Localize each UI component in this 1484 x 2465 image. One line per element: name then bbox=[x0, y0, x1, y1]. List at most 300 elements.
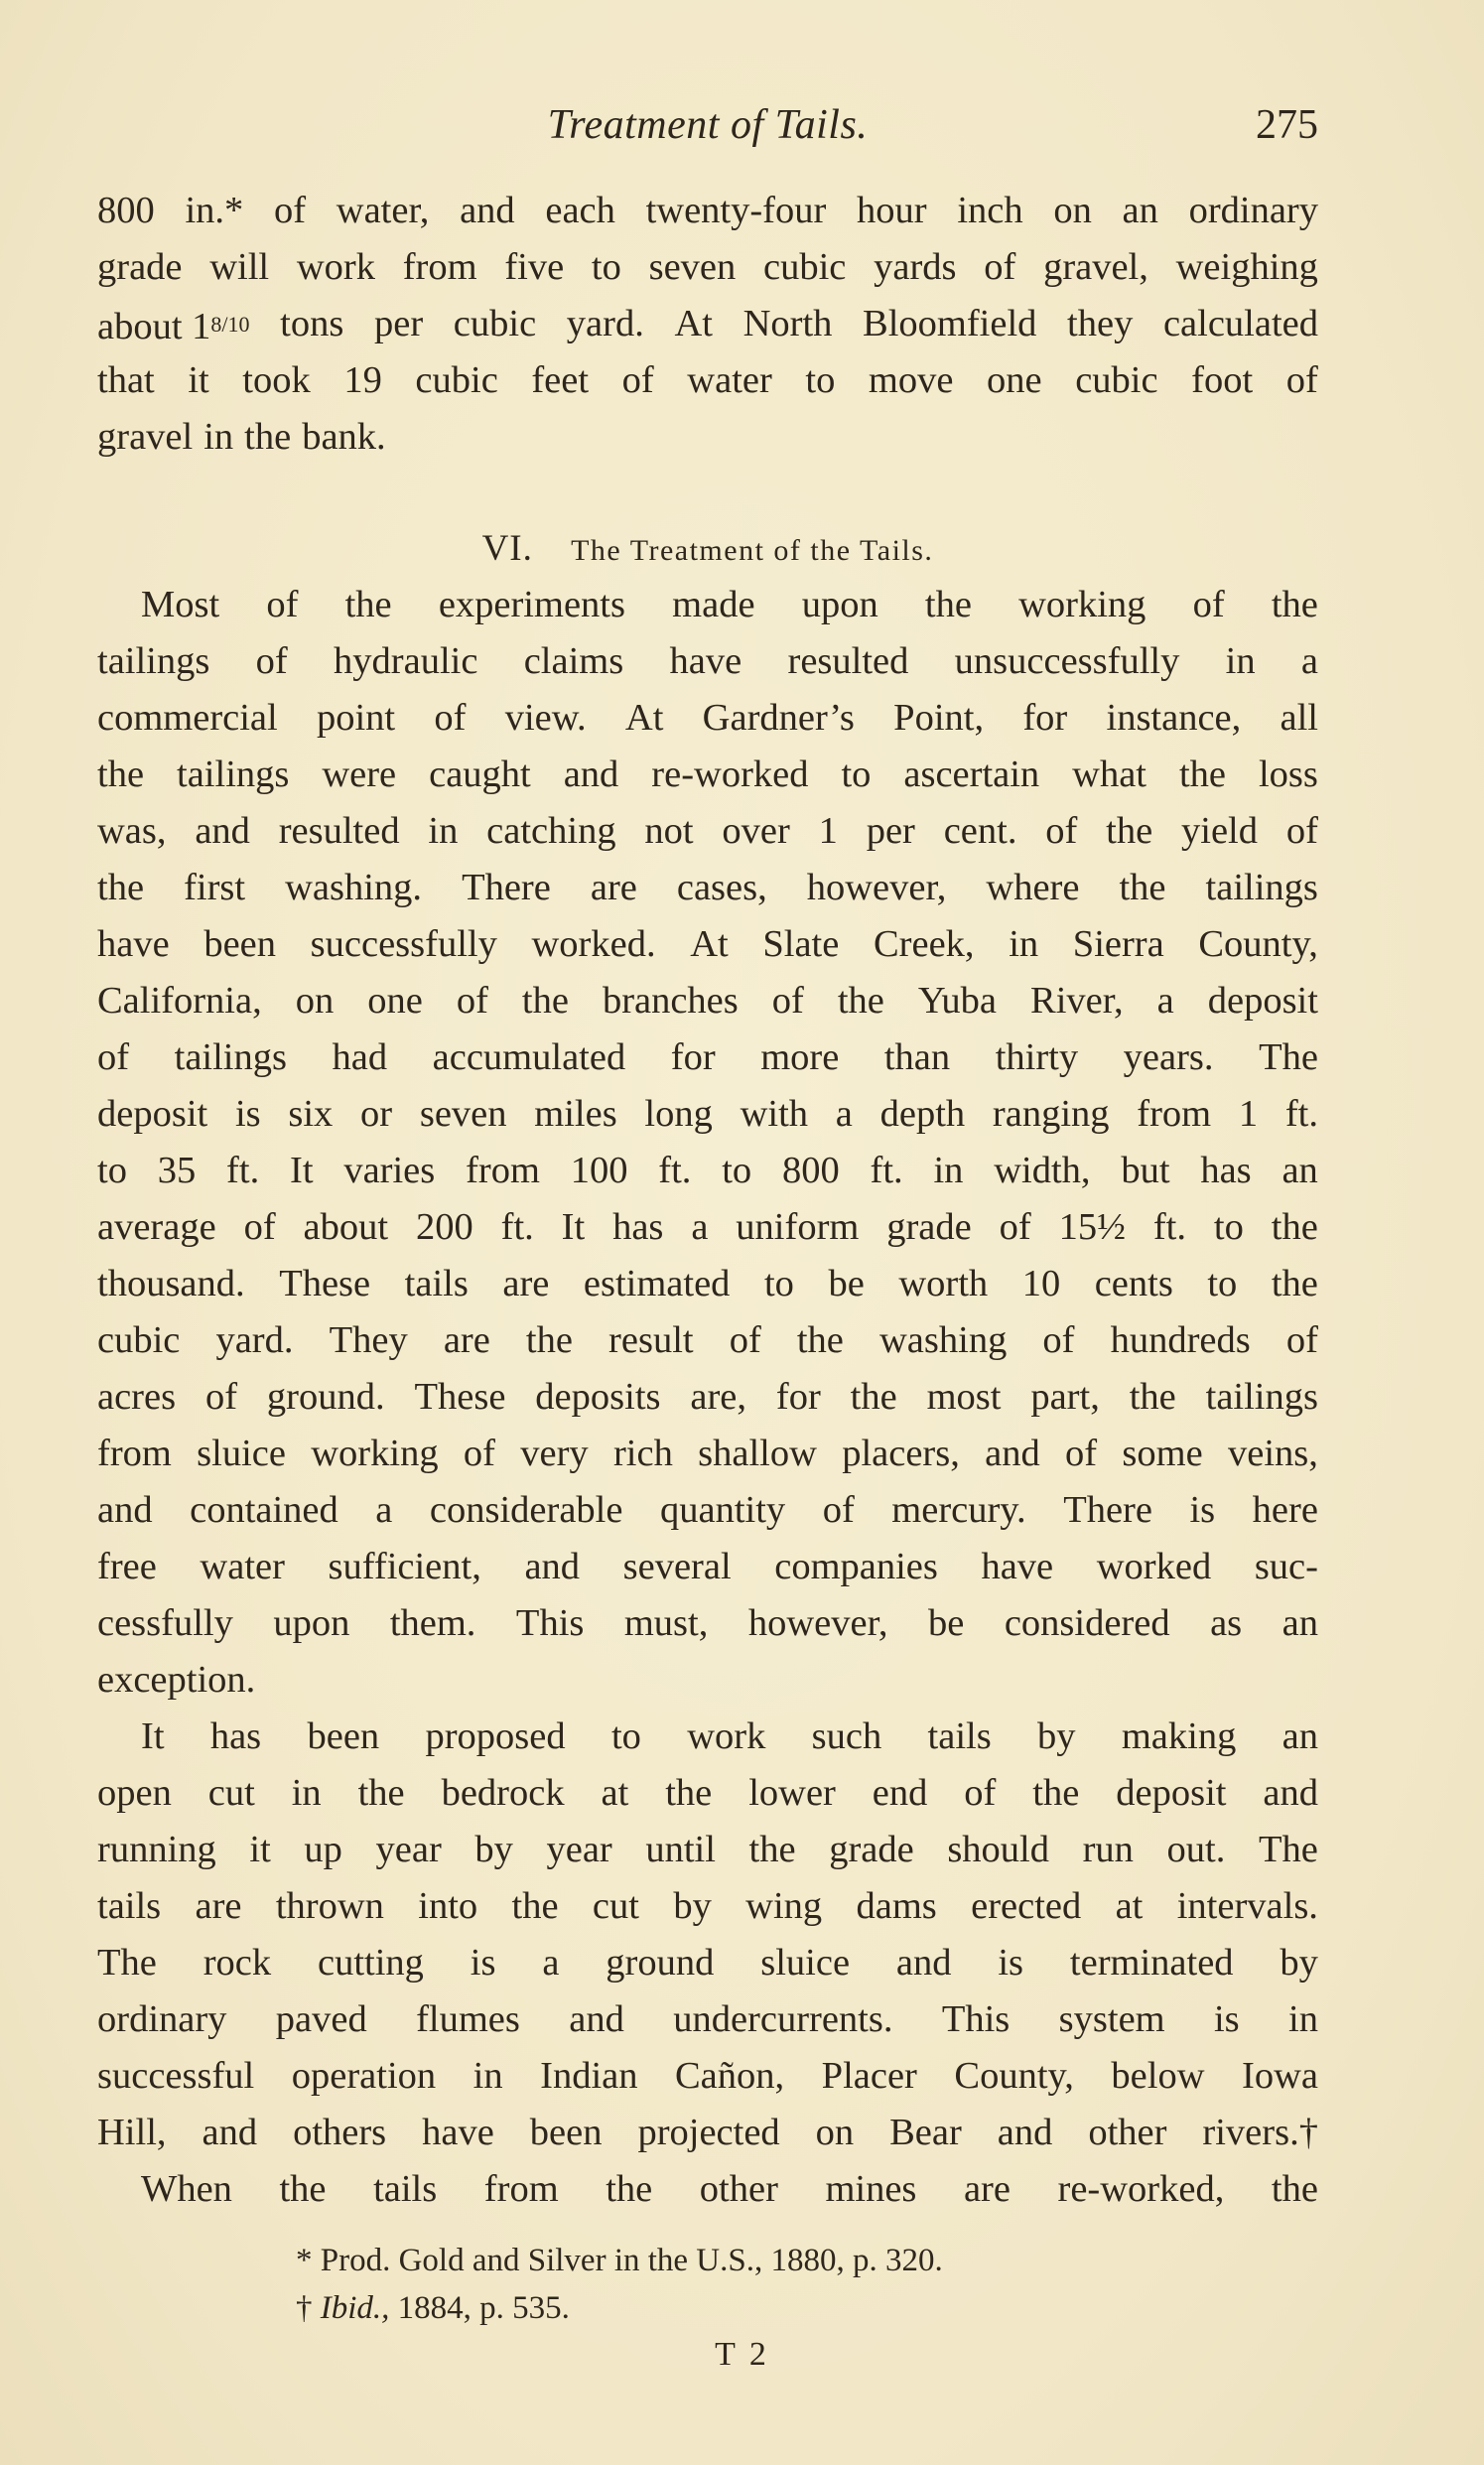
word: upon bbox=[273, 1602, 350, 1644]
word: were bbox=[322, 753, 397, 795]
word: cut bbox=[207, 1772, 255, 1814]
word: water, bbox=[336, 190, 430, 231]
word: considerable bbox=[429, 1489, 623, 1531]
word: the bbox=[525, 1319, 573, 1361]
word: the bbox=[521, 980, 569, 1022]
word: of bbox=[1192, 584, 1225, 625]
word: the bbox=[1271, 584, 1318, 625]
word: should bbox=[947, 1829, 1049, 1870]
word: most bbox=[926, 1376, 1002, 1418]
word: others bbox=[293, 2112, 387, 2153]
word: part, bbox=[1030, 1376, 1100, 1418]
word: At bbox=[674, 303, 713, 344]
word: of bbox=[984, 246, 1016, 288]
word: cutting bbox=[318, 1942, 424, 1984]
word: Hill, bbox=[97, 2112, 167, 2153]
word: cases, bbox=[676, 867, 767, 908]
word: the bbox=[1271, 1263, 1318, 1304]
text-line bbox=[97, 1143, 1318, 1199]
word: bedrock bbox=[441, 1772, 565, 1814]
word: to bbox=[1207, 1263, 1238, 1304]
word: move bbox=[868, 359, 954, 401]
word: run bbox=[1082, 1829, 1134, 1870]
word: several bbox=[622, 1546, 732, 1587]
text-line bbox=[97, 1369, 1318, 1426]
word: open bbox=[97, 1772, 172, 1814]
word: a bbox=[1156, 980, 1174, 1022]
word: mines bbox=[825, 2168, 917, 2210]
word: At bbox=[690, 923, 729, 965]
word: five bbox=[504, 246, 565, 288]
word: There bbox=[1063, 1489, 1152, 1531]
word: the bbox=[1119, 867, 1166, 908]
word: It bbox=[141, 1715, 165, 1757]
text-line bbox=[97, 2048, 1318, 2105]
word: hydraulic bbox=[334, 640, 478, 682]
text-line bbox=[97, 690, 1318, 747]
word: not bbox=[644, 810, 694, 852]
word: 100 bbox=[570, 1150, 628, 1191]
word: operation bbox=[291, 2055, 437, 2097]
footnote-1: * Prod. Gold and Silver in the U.S., 1880, p. 320. bbox=[296, 2243, 943, 2278]
word: the bbox=[1271, 2168, 1318, 2210]
paragraph-1 bbox=[97, 577, 1318, 1199]
word: This bbox=[515, 1602, 585, 1644]
word: thirty bbox=[995, 1036, 1079, 1078]
word: the bbox=[1106, 810, 1153, 852]
word: on bbox=[1053, 190, 1092, 231]
word: running bbox=[97, 1829, 216, 1870]
paragraph-2 bbox=[97, 1709, 1318, 2161]
word: per bbox=[373, 303, 424, 344]
word: with bbox=[740, 1093, 809, 1135]
word: branches bbox=[602, 980, 739, 1022]
word: some bbox=[1122, 1433, 1203, 1474]
word: cent. bbox=[943, 810, 1017, 852]
body-text bbox=[97, 183, 1318, 2218]
word: to bbox=[610, 1715, 641, 1757]
word: 10 bbox=[1021, 1263, 1061, 1304]
word: water bbox=[200, 1546, 285, 1587]
word: in bbox=[472, 2055, 503, 2097]
word: tailings bbox=[1205, 867, 1318, 908]
word: an bbox=[1282, 1602, 1318, 1644]
word: accumulated bbox=[432, 1036, 626, 1078]
word: ft. bbox=[226, 1150, 260, 1191]
word: of bbox=[266, 584, 299, 625]
word: below bbox=[1111, 2055, 1205, 2097]
section-numeral: VI. bbox=[481, 528, 533, 569]
word: by bbox=[1280, 1942, 1318, 1984]
word: from bbox=[402, 246, 477, 288]
word: be bbox=[828, 1263, 865, 1304]
word: result bbox=[608, 1319, 694, 1361]
word: at bbox=[601, 1772, 629, 1814]
word: tails bbox=[373, 2168, 438, 2210]
word: of bbox=[273, 190, 307, 231]
word: work bbox=[296, 246, 375, 288]
word: paved bbox=[275, 1998, 367, 2040]
word: is bbox=[234, 1093, 261, 1135]
word: in bbox=[1225, 640, 1256, 682]
word: or bbox=[360, 1093, 393, 1135]
word: Cañon, bbox=[675, 2055, 785, 2097]
word: for bbox=[775, 1376, 821, 1418]
footnote-text: 1884, p. 535. bbox=[397, 2290, 570, 2326]
word: deposit bbox=[1116, 1772, 1227, 1814]
word: undercurrents. bbox=[673, 1998, 893, 2040]
word: to bbox=[763, 1263, 794, 1304]
word: ft. bbox=[500, 1206, 534, 1248]
word: the bbox=[850, 1376, 897, 1418]
word: tails bbox=[97, 1885, 162, 1927]
word: but bbox=[1121, 1150, 1170, 1191]
text-line bbox=[97, 1822, 1318, 1878]
word: and bbox=[985, 1433, 1040, 1474]
word: has bbox=[612, 1206, 664, 1248]
word: of bbox=[243, 1206, 276, 1248]
word: lower bbox=[748, 1772, 836, 1814]
word: free bbox=[97, 1546, 157, 1587]
word: 200 bbox=[415, 1206, 473, 1248]
word: commercial bbox=[97, 697, 278, 739]
word: an bbox=[1122, 190, 1158, 231]
text-line bbox=[97, 973, 1318, 1029]
word: yard. bbox=[566, 303, 644, 344]
word: proposed bbox=[425, 1715, 566, 1757]
word: Creek, bbox=[873, 923, 975, 965]
word: of bbox=[964, 1772, 997, 1814]
word: from bbox=[466, 1150, 540, 1191]
text-line bbox=[97, 1652, 1318, 1709]
word: inch bbox=[957, 190, 1023, 231]
word: 800 bbox=[97, 190, 155, 231]
word: tailings bbox=[1205, 1376, 1318, 1418]
word: River, bbox=[1030, 980, 1124, 1022]
word: years. bbox=[1123, 1036, 1214, 1078]
text-line bbox=[97, 352, 1318, 409]
word: rich bbox=[612, 1433, 673, 1474]
word: of bbox=[204, 1376, 238, 1418]
word: yard. bbox=[215, 1319, 294, 1361]
word: considered bbox=[1004, 1602, 1170, 1644]
word: them. bbox=[389, 1602, 476, 1644]
word: resulted bbox=[787, 640, 909, 682]
word: unsuccessfully bbox=[954, 640, 1180, 682]
word: from bbox=[483, 2168, 559, 2210]
word: took bbox=[242, 359, 311, 401]
word: point bbox=[316, 697, 396, 739]
word: the bbox=[796, 1319, 844, 1361]
word: sluice bbox=[197, 1433, 286, 1474]
word: by bbox=[1037, 1715, 1076, 1757]
word: the bbox=[748, 1829, 796, 1870]
word: projected bbox=[637, 2112, 780, 2153]
text-segment: about 18/10 bbox=[97, 306, 250, 347]
word: caught bbox=[429, 753, 531, 795]
word: six bbox=[288, 1093, 334, 1135]
section-title: The Treatment of the Tails. bbox=[571, 534, 934, 567]
word: have bbox=[97, 923, 170, 965]
text-line bbox=[97, 1765, 1318, 1822]
word: At bbox=[624, 697, 664, 739]
word: to bbox=[1213, 1206, 1244, 1248]
word: one bbox=[987, 359, 1042, 401]
word: than bbox=[883, 1036, 951, 1078]
text-line bbox=[97, 633, 1318, 690]
word: as bbox=[1210, 1602, 1243, 1644]
word: however, bbox=[747, 1602, 888, 1644]
word: feet bbox=[531, 359, 590, 401]
word: are, bbox=[690, 1376, 746, 1418]
word: will bbox=[209, 246, 270, 288]
word: to bbox=[591, 246, 621, 288]
word: be bbox=[927, 1602, 965, 1644]
word: and bbox=[895, 1942, 952, 1984]
word: on bbox=[815, 2112, 855, 2153]
word: here bbox=[1252, 1489, 1318, 1531]
word: very bbox=[520, 1433, 589, 1474]
word: The bbox=[97, 1942, 157, 1984]
word: twenty-four bbox=[645, 190, 827, 231]
word: There bbox=[462, 867, 551, 908]
word: has bbox=[1200, 1150, 1252, 1191]
text-line bbox=[97, 860, 1318, 916]
word: wing bbox=[745, 1885, 823, 1927]
word: sluice bbox=[760, 1942, 851, 1984]
paragraph-1-cont bbox=[97, 1256, 1318, 1652]
word: They bbox=[329, 1319, 408, 1361]
word: that bbox=[97, 359, 155, 401]
word: It bbox=[290, 1150, 314, 1191]
word: instance, bbox=[1106, 697, 1242, 739]
word: ground. bbox=[266, 1376, 385, 1418]
word: 35 bbox=[157, 1150, 197, 1191]
word: cessfully bbox=[97, 1602, 233, 1644]
word: worked bbox=[1096, 1546, 1212, 1587]
word: the bbox=[1032, 1772, 1080, 1814]
word: 1 bbox=[1238, 1093, 1259, 1135]
word: erected bbox=[971, 1885, 1082, 1927]
word: resulted bbox=[278, 810, 400, 852]
text-line-fraction bbox=[97, 1199, 1318, 1256]
word: are bbox=[963, 2168, 1011, 2210]
word: exception. bbox=[97, 1659, 256, 1701]
word: system bbox=[1058, 1998, 1165, 2040]
word: had bbox=[332, 1036, 388, 1078]
word: seven bbox=[419, 1093, 507, 1135]
word: Yuba bbox=[917, 980, 998, 1022]
word: been bbox=[203, 923, 277, 965]
word: companies bbox=[774, 1546, 938, 1587]
word: for bbox=[670, 1036, 716, 1078]
word: The bbox=[1258, 1829, 1318, 1870]
word: veins, bbox=[1227, 1433, 1318, 1474]
word: have bbox=[422, 2112, 494, 2153]
text-line bbox=[97, 1878, 1318, 1935]
word: and bbox=[97, 1489, 153, 1531]
word: Iowa bbox=[1242, 2055, 1318, 2097]
word: have bbox=[669, 640, 742, 682]
word: making bbox=[1121, 1715, 1237, 1757]
word: claims bbox=[523, 640, 624, 682]
word: Bear bbox=[889, 2112, 962, 2153]
word: the bbox=[244, 416, 292, 458]
word: in bbox=[203, 416, 234, 458]
word: the bbox=[665, 1772, 713, 1814]
word: working bbox=[311, 1433, 439, 1474]
word: of bbox=[621, 359, 654, 401]
word: mercury. bbox=[891, 1489, 1026, 1531]
word: and bbox=[202, 2112, 258, 2153]
text-line bbox=[97, 1256, 1318, 1312]
word: and bbox=[997, 2112, 1053, 2153]
word: worked. bbox=[531, 923, 656, 965]
word: into bbox=[418, 1885, 478, 1927]
word: sufficient, bbox=[328, 1546, 481, 1587]
word: and bbox=[1263, 1772, 1318, 1814]
word: the bbox=[511, 1885, 559, 1927]
word: they bbox=[1067, 303, 1134, 344]
signature-mark: T 2 bbox=[715, 2336, 769, 2373]
word: rock bbox=[202, 1942, 272, 1984]
word: suc- bbox=[1254, 1546, 1318, 1587]
word: tails bbox=[927, 1715, 992, 1757]
word: tails bbox=[404, 1263, 469, 1304]
word: average bbox=[97, 1206, 216, 1248]
word: in bbox=[428, 810, 459, 852]
word: on bbox=[295, 980, 335, 1022]
text-line bbox=[97, 1482, 1318, 1539]
word: out. bbox=[1166, 1829, 1226, 1870]
word: year bbox=[546, 1829, 612, 1870]
word: ft. bbox=[870, 1150, 903, 1191]
word: in bbox=[1009, 923, 1039, 965]
word: yield bbox=[1181, 810, 1258, 852]
word: in bbox=[1288, 1998, 1318, 2040]
word: the bbox=[279, 2168, 327, 2210]
text-line bbox=[97, 1029, 1318, 1086]
word: in bbox=[291, 1772, 322, 1814]
text-line bbox=[97, 1539, 1318, 1595]
word: washing bbox=[879, 1319, 1008, 1361]
word: is bbox=[1213, 1998, 1240, 2040]
word: of bbox=[822, 1489, 855, 1531]
word: Point, bbox=[893, 697, 985, 739]
word: for bbox=[1022, 697, 1068, 739]
word: estimated bbox=[583, 1263, 731, 1304]
word: catching bbox=[486, 810, 616, 852]
word: it bbox=[249, 1829, 271, 1870]
word: Placer bbox=[821, 2055, 917, 2097]
word: by bbox=[474, 1829, 513, 1870]
word: the bbox=[357, 1772, 405, 1814]
word: is bbox=[998, 1942, 1024, 1984]
footnotes bbox=[296, 2237, 1189, 2332]
word: placers, bbox=[842, 1433, 960, 1474]
word: are bbox=[443, 1319, 490, 1361]
text-line bbox=[97, 1935, 1318, 1991]
text-line bbox=[97, 409, 1318, 466]
word: the bbox=[924, 584, 972, 625]
word: to bbox=[805, 359, 836, 401]
word: of bbox=[1042, 1319, 1075, 1361]
word: ascertain bbox=[903, 753, 1040, 795]
word: was, bbox=[97, 810, 167, 852]
text-line bbox=[97, 803, 1318, 860]
word: varies bbox=[343, 1150, 436, 1191]
word: cubic bbox=[97, 1319, 181, 1361]
word: other bbox=[699, 2168, 778, 2210]
word: shallow bbox=[698, 1433, 817, 1474]
word: however, bbox=[806, 867, 947, 908]
word: all bbox=[1280, 697, 1318, 739]
text-line bbox=[97, 2105, 1318, 2161]
word: bank. bbox=[302, 416, 386, 458]
word: up bbox=[304, 1829, 342, 1870]
word: deposit bbox=[1207, 980, 1318, 1022]
page-header bbox=[97, 95, 1318, 155]
footnote-ibid: Ibid., bbox=[320, 2290, 390, 2326]
word: These bbox=[414, 1376, 506, 1418]
text-line bbox=[97, 916, 1318, 973]
word: width, bbox=[994, 1150, 1091, 1191]
word: to bbox=[97, 1150, 127, 1191]
word: where bbox=[986, 867, 1080, 908]
word: is bbox=[470, 1942, 496, 1984]
word: hour bbox=[857, 190, 927, 231]
word: thrown bbox=[275, 1885, 384, 1927]
word: tailings bbox=[174, 1036, 287, 1078]
running-head: Treatment of Tails. bbox=[547, 102, 869, 148]
word: work bbox=[687, 1715, 766, 1757]
word: of bbox=[255, 640, 288, 682]
text-line bbox=[97, 2161, 1318, 2218]
word: to bbox=[722, 1150, 752, 1191]
word: are bbox=[590, 867, 637, 908]
word: in bbox=[933, 1150, 964, 1191]
word: successfully bbox=[310, 923, 497, 965]
text-line bbox=[97, 1426, 1318, 1482]
word: hundreds bbox=[1110, 1319, 1251, 1361]
word: of bbox=[1045, 810, 1078, 852]
word: Most bbox=[141, 584, 220, 625]
text-line bbox=[97, 1709, 1318, 1765]
fraction-word: 15½ bbox=[1058, 1206, 1126, 1248]
word: The bbox=[1259, 1036, 1318, 1078]
word: an bbox=[1282, 1150, 1318, 1191]
word: This bbox=[941, 1998, 1011, 2040]
word: per bbox=[866, 810, 915, 852]
word: contained bbox=[190, 1489, 338, 1531]
word: from bbox=[1137, 1093, 1212, 1135]
word: ordinary bbox=[1188, 190, 1318, 231]
word: to bbox=[841, 753, 872, 795]
word: by bbox=[673, 1885, 712, 1927]
word: grade bbox=[97, 246, 183, 288]
word: the bbox=[97, 867, 145, 908]
word: been bbox=[529, 2112, 603, 2153]
word: tailings bbox=[177, 753, 290, 795]
word: North bbox=[742, 303, 833, 344]
word: ordinary bbox=[97, 1998, 227, 2040]
word: washing. bbox=[285, 867, 423, 908]
word: of bbox=[771, 980, 804, 1022]
word: of bbox=[729, 1319, 761, 1361]
word: deposit bbox=[97, 1093, 208, 1135]
word: County, bbox=[1198, 923, 1318, 965]
word: long bbox=[644, 1093, 713, 1135]
